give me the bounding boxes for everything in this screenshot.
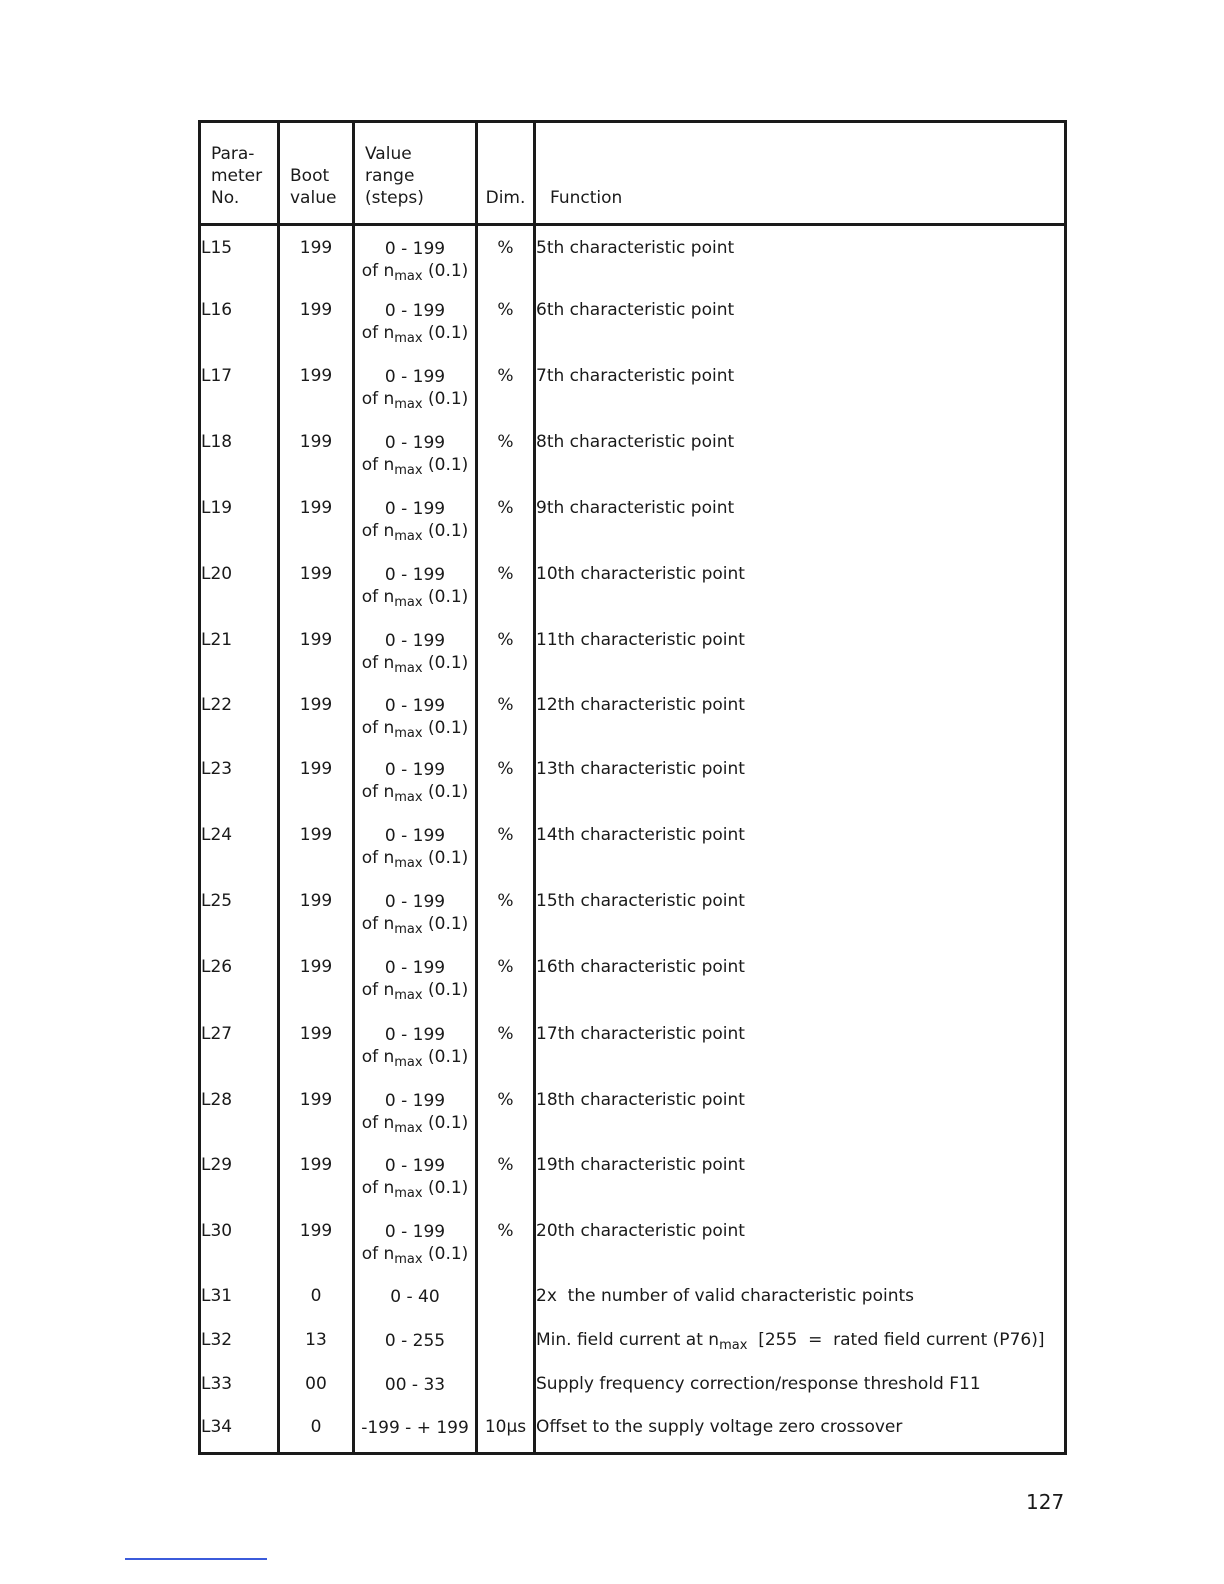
range-value: 00 - 33 [384, 1374, 446, 1395]
range-unit: of $n_{max}$ (0.1) [361, 454, 469, 478]
value-range-cell [354, 291, 477, 357]
value-range-cell [354, 1321, 477, 1365]
function-cell: 7th characteristic point [535, 357, 1066, 423]
dim-cell: % [477, 750, 535, 816]
param-no-cell: L19 [200, 489, 279, 555]
table-row [200, 225, 1066, 291]
boot-value-cell: 199 [279, 686, 354, 750]
dim-cell: % [477, 555, 535, 621]
param-no-cell: L33 [200, 1365, 279, 1408]
header-boot-value: Boot value [279, 122, 354, 225]
range-value: 0 - 199 [384, 498, 446, 519]
range-value: 0 - 199 [384, 891, 446, 912]
function-cell: 11th characteristic point [535, 621, 1066, 686]
param-no-cell: L20 [200, 555, 279, 621]
range-value: 0 - 199 [384, 630, 446, 651]
range-unit: of $n_{max}$ (0.1) [361, 781, 469, 805]
value-range-cell [354, 621, 477, 686]
value-range-cell [354, 357, 477, 423]
dim-cell: % [477, 1015, 535, 1081]
boot-value-cell: 199 [279, 555, 354, 621]
boot-value-cell: 199 [279, 1146, 354, 1212]
range-unit: of $n_{max}$ (0.1) [361, 979, 469, 1003]
function-cell: 9th characteristic point [535, 489, 1066, 555]
dim-cell [477, 1365, 535, 1408]
function-cell: 16th characteristic point [535, 948, 1066, 1015]
range-unit: of $n_{max}$ (0.1) [361, 586, 469, 610]
table-row [200, 291, 1066, 357]
table-row [200, 555, 1066, 621]
table-row [200, 686, 1066, 750]
range-value: 0 - 199 [384, 366, 446, 387]
function-cell: 6th characteristic point [535, 291, 1066, 357]
function-cell: Min. field current at $n_{max}$ [255 = rated field current (P76)] [535, 1321, 1066, 1365]
table-row [200, 621, 1066, 686]
value-range-cell [354, 686, 477, 750]
value-range-cell [354, 1365, 477, 1408]
header-param-no: Para- meter No. [200, 122, 279, 225]
boot-value-cell: 0 [279, 1277, 354, 1321]
param-no-cell: L32 [200, 1321, 279, 1365]
function-cell: Offset to the supply voltage zero crossover [535, 1408, 1066, 1454]
range-unit: of $n_{max}$ (0.1) [361, 261, 469, 284]
range-unit: of $n_{max}$ (0.1) [361, 652, 469, 676]
value-range-cell [354, 1277, 477, 1321]
function-cell: 8th characteristic point [535, 423, 1066, 489]
range-value: 0 - 199 [384, 1090, 446, 1111]
range-unit: of $n_{max}$ (0.1) [361, 1243, 469, 1267]
boot-value-cell: 13 [279, 1321, 354, 1365]
value-range-cell [354, 423, 477, 489]
dim-cell: % [477, 882, 535, 948]
function-cell: 15th characteristic point [535, 882, 1066, 948]
range-unit: of $n_{max}$ (0.1) [361, 847, 469, 871]
function-cell: 17th characteristic point [535, 1015, 1066, 1081]
range-unit: of $n_{max}$ (0.1) [361, 1112, 469, 1136]
param-no-cell: L17 [200, 357, 279, 423]
function-cell: 13th characteristic point [535, 750, 1066, 816]
range-unit: of $n_{max}$ (0.1) [361, 1046, 469, 1070]
range-value: 0 - 199 [384, 1024, 446, 1045]
table-row [200, 1081, 1066, 1146]
dim-cell: % [477, 1146, 535, 1212]
range-value: 0 - 199 [384, 432, 446, 453]
value-range-cell [354, 489, 477, 555]
table-row [200, 948, 1066, 1015]
function-cell: 2x the number of valid characteristic points [535, 1277, 1066, 1321]
range-unit: of $n_{max}$ (0.1) [361, 520, 469, 544]
range-value: 0 - 199 [384, 239, 446, 259]
function-cell: 14th characteristic point [535, 816, 1066, 882]
value-range-cell [354, 948, 477, 1015]
range-value: 0 - 199 [384, 695, 446, 716]
function-cell: 5th characteristic point [535, 225, 1066, 291]
dim-cell: % [477, 489, 535, 555]
dim-cell: % [477, 948, 535, 1015]
param-no-cell: L18 [200, 423, 279, 489]
value-range-cell [354, 750, 477, 816]
table-row [200, 882, 1066, 948]
dim-cell: % [477, 816, 535, 882]
function-cell: 10th characteristic point [535, 555, 1066, 621]
param-no-cell: L34 [200, 1408, 279, 1454]
range-unit: of $n_{max}$ (0.1) [361, 388, 469, 412]
table-row [200, 816, 1066, 882]
param-no-cell: L22 [200, 686, 279, 750]
value-range-cell [354, 225, 477, 291]
param-no-cell: L16 [200, 291, 279, 357]
dim-cell [477, 1321, 535, 1365]
dim-cell: % [477, 1081, 535, 1146]
boot-value-cell: 199 [279, 882, 354, 948]
range-unit: of $n_{max}$ (0.1) [361, 322, 469, 346]
table-row [200, 1277, 1066, 1321]
dim-cell: % [477, 291, 535, 357]
range-value: -199 - + 199 [361, 1417, 469, 1438]
range-unit: of $n_{max}$ (0.1) [361, 1177, 469, 1201]
boot-value-cell: 199 [279, 948, 354, 1015]
boot-value-cell: 199 [279, 291, 354, 357]
value-range-cell [354, 555, 477, 621]
param-no-cell: L31 [200, 1277, 279, 1321]
dim-cell: 10µs [477, 1408, 535, 1454]
dim-cell: % [477, 423, 535, 489]
dim-cell: % [477, 1212, 535, 1277]
boot-value-cell: 199 [279, 1081, 354, 1146]
param-no-cell: L27 [200, 1015, 279, 1081]
boot-value-cell: 199 [279, 225, 354, 291]
boot-value-cell: 199 [279, 1015, 354, 1081]
range-unit: of $n_{max}$ (0.1) [361, 913, 469, 937]
boot-value-cell: 199 [279, 621, 354, 686]
value-range-cell [354, 1212, 477, 1277]
footnote-rule [125, 1558, 267, 1560]
param-no-cell: L23 [200, 750, 279, 816]
range-value: 0 - 199 [384, 957, 446, 978]
function-cell: Supply frequency correction/response threshold F11 [535, 1365, 1066, 1408]
dim-cell: % [477, 621, 535, 686]
boot-value-cell: 199 [279, 357, 354, 423]
dim-cell: % [477, 357, 535, 423]
value-range-cell [354, 1408, 477, 1454]
value-range-cell [354, 882, 477, 948]
dim-cell: % [477, 686, 535, 750]
param-no-cell: L24 [200, 816, 279, 882]
boot-value-cell: 199 [279, 489, 354, 555]
function-cell: 12th characteristic point [535, 686, 1066, 750]
function-cell: 20th characteristic point [535, 1212, 1066, 1277]
header-function: Function [535, 122, 1066, 225]
table-row [200, 423, 1066, 489]
header-dim: Dim. [477, 122, 535, 225]
function-cell: 18th characteristic point [535, 1081, 1066, 1146]
table-row [200, 1365, 1066, 1408]
range-value: 0 - 199 [384, 825, 446, 846]
param-no-cell: L30 [200, 1212, 279, 1277]
param-no-cell: L15 [200, 225, 279, 291]
range-value: 0 - 255 [384, 1330, 446, 1351]
table-row [200, 1146, 1066, 1212]
param-no-cell: L28 [200, 1081, 279, 1146]
range-value: 0 - 40 [390, 1286, 440, 1307]
boot-value-cell: 199 [279, 750, 354, 816]
range-value: 0 - 199 [384, 564, 446, 585]
table-row [200, 750, 1066, 816]
value-range-cell [354, 1081, 477, 1146]
parameter-table [198, 120, 1067, 1455]
value-range-cell [354, 1146, 477, 1212]
boot-value-cell: 199 [279, 816, 354, 882]
range-value: 0 - 199 [384, 1155, 446, 1176]
header-row [200, 122, 1066, 225]
boot-value-cell: 199 [279, 423, 354, 489]
table-row [200, 357, 1066, 423]
value-range-cell [354, 816, 477, 882]
range-value: 0 - 199 [384, 300, 446, 321]
dim-cell: % [477, 225, 535, 291]
param-no-cell: L29 [200, 1146, 279, 1212]
range-value: 0 - 199 [384, 1221, 446, 1242]
param-no-cell: L25 [200, 882, 279, 948]
table-row [200, 489, 1066, 555]
table-row [200, 1015, 1066, 1081]
boot-value-cell: 0 [279, 1408, 354, 1454]
value-range-cell [354, 1015, 477, 1081]
param-no-cell: L26 [200, 948, 279, 1015]
range-unit: of $n_{max}$ (0.1) [361, 717, 469, 741]
page-number: 127 [1026, 1490, 1065, 1514]
boot-value-cell: 00 [279, 1365, 354, 1408]
function-cell: 19th characteristic point [535, 1146, 1066, 1212]
table-row [200, 1408, 1066, 1454]
table-row [200, 1321, 1066, 1365]
param-no-cell: L21 [200, 621, 279, 686]
boot-value-cell: 199 [279, 1212, 354, 1277]
dim-cell [477, 1277, 535, 1321]
range-value: 0 - 199 [384, 759, 446, 780]
table-row [200, 1212, 1066, 1277]
header-value-range: Value range (steps) [354, 122, 477, 225]
